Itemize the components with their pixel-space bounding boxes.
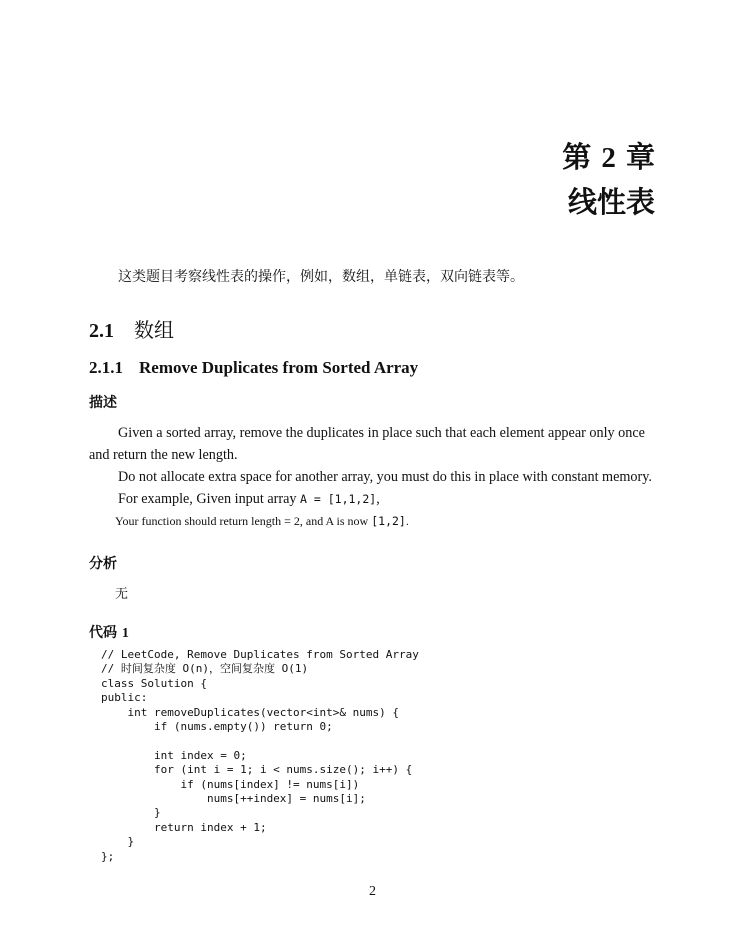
code-line: } xyxy=(101,835,135,849)
code-line: for (int i = 1; i < nums.size(); i++) { xyxy=(101,763,413,777)
code-line: return index + 1; xyxy=(101,820,267,834)
code-line: int removeDuplicates(vector<int>& nums) { xyxy=(101,705,400,719)
section-title: 数组 xyxy=(134,318,174,342)
description-paragraph-4 xyxy=(115,510,683,532)
subsection-heading xyxy=(89,358,418,378)
description-heading: 描述 xyxy=(89,395,117,411)
code-line: if (nums[index] != nums[i]) xyxy=(101,777,360,791)
section-number: 2.1 xyxy=(89,320,114,342)
subsection-title: Remove Duplicates from Sorted Array xyxy=(139,358,419,377)
chapter-title: 线性表 xyxy=(567,185,655,219)
code-line: if (nums.empty()) return 0; xyxy=(101,720,333,734)
example-code: A = [1,1,2] xyxy=(300,492,377,506)
code-heading-text: 代码 xyxy=(89,625,122,641)
analysis-heading: 分析 xyxy=(89,556,117,572)
code-line: public: xyxy=(101,691,148,705)
code-block xyxy=(101,648,419,864)
page-number: 2 xyxy=(369,884,376,899)
description-paragraph-1: Given a sorted array, remove the duplicates in place such that each element appear only once and return the new length. xyxy=(89,425,645,463)
chapter-prefix: 第 xyxy=(562,140,602,174)
chapter-number xyxy=(562,138,655,177)
code-heading xyxy=(89,622,129,642)
code-heading-number: 1 xyxy=(121,626,129,641)
section-heading xyxy=(89,314,174,343)
chapter-intro: 这类题目考察线性表的操作，例如，数组，单链表，双向链表等。 xyxy=(118,269,524,285)
code-line: } xyxy=(101,806,161,820)
code-line: class Solution { xyxy=(101,676,207,690)
description-paragraph-3 xyxy=(89,488,657,510)
description-paragraph-2: Do not allocate extra space for another array, you must do this in place with constant memory. xyxy=(118,469,652,485)
example-text: For example, Given input array xyxy=(118,491,301,507)
chapter-suffix: 章 xyxy=(615,140,655,174)
result-text: Your function should return length = 2, and A is now xyxy=(115,514,372,528)
analysis-body: 无 xyxy=(115,587,129,602)
code-line: int index = 0; xyxy=(101,748,247,762)
result-code: [1,2] xyxy=(371,514,406,528)
example-end: , xyxy=(376,491,380,507)
code-line: }; xyxy=(101,849,115,863)
chapter-heading xyxy=(562,138,655,221)
chapter-num: 2 xyxy=(601,142,616,174)
code-line: // 时间复杂度 O(n)，空间复杂度 O(1) xyxy=(101,662,309,676)
code-line: nums[++index] = nums[i]; xyxy=(101,792,366,806)
subsection-number: 2.1.1 xyxy=(89,358,123,377)
code-line: // LeetCode, Remove Duplicates from Sorted Array xyxy=(101,648,419,661)
result-end: . xyxy=(405,514,409,528)
